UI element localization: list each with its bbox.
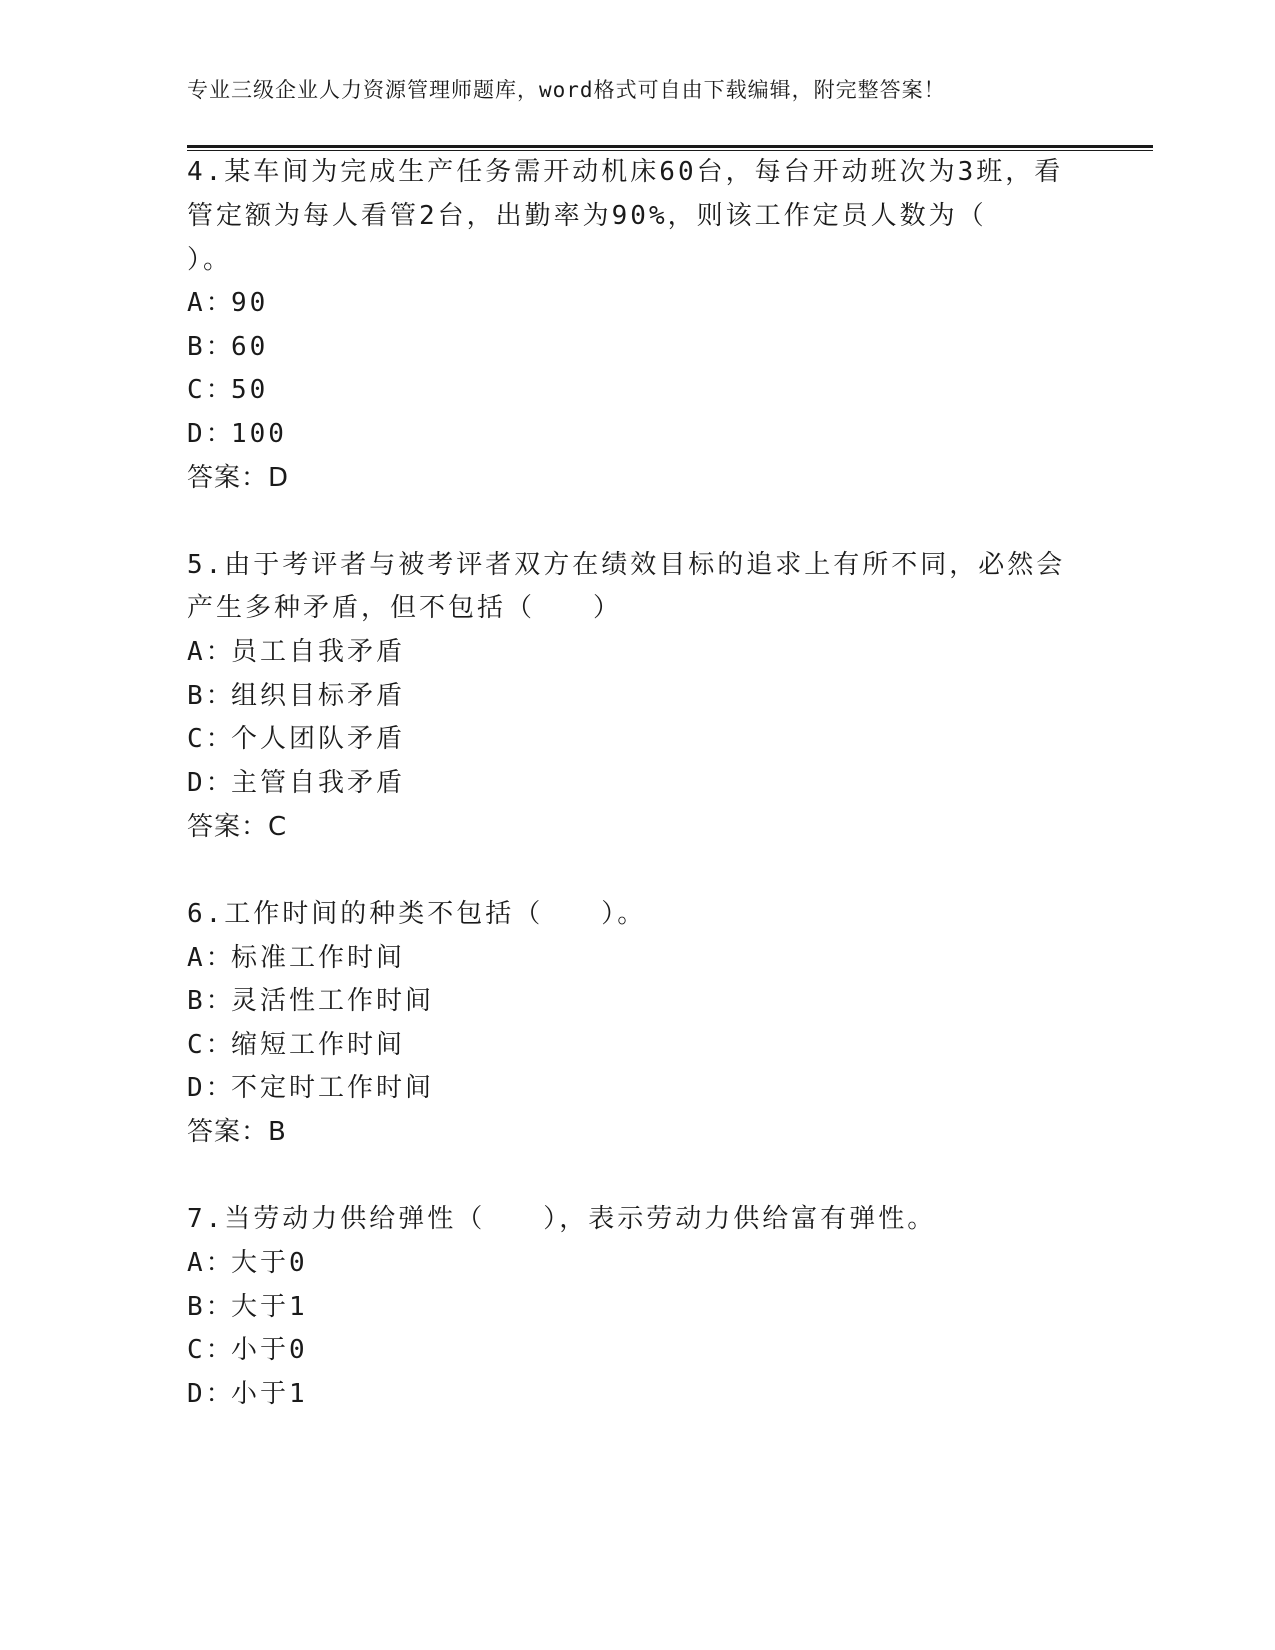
- header-divider-thick: [187, 145, 1153, 148]
- question-7-option-b: [187, 1290, 308, 1324]
- question-7-option-c: [187, 1333, 308, 1367]
- option-label: A：: [187, 943, 235, 973]
- question-4-line-3: ）。: [187, 245, 233, 275]
- question-6-line-1: 6.工作时间的种类不包括（ ）。: [187, 899, 647, 929]
- question-5-option-a: [187, 635, 405, 669]
- question-7-option-a: [187, 1246, 308, 1280]
- option-label: B：: [187, 1292, 235, 1322]
- option-label: B：: [187, 986, 235, 1016]
- question-6-option-d: [187, 1071, 434, 1105]
- option-text: 主管自我矛盾: [231, 768, 406, 798]
- option-text: 不定时工作时间: [231, 1073, 435, 1103]
- question-5-option-b: [187, 679, 405, 713]
- question-7-line-1: 7.当劳动力供给弹性（ ），表示劳动力供给富有弹性。: [187, 1204, 937, 1234]
- option-text: 小于1: [231, 1379, 308, 1409]
- question-6-option-b: [187, 984, 434, 1018]
- question-4-answer: 答案：D: [187, 463, 290, 493]
- option-label: B：: [187, 332, 235, 362]
- option-label: A：: [187, 288, 235, 318]
- option-text: 标准工作时间: [231, 943, 406, 973]
- question-5-option-c: [187, 722, 405, 756]
- option-label: C：: [187, 724, 235, 754]
- option-text: 组织目标矛盾: [231, 681, 406, 711]
- question-4-line-2: 管定额为每人看管2台，出勤率为90%，则该工作定员人数为（: [187, 201, 987, 231]
- option-label: A：: [187, 637, 235, 667]
- option-text: 缩短工作时间: [231, 1030, 406, 1060]
- option-text: 60: [231, 332, 269, 362]
- question-5-option-d: [187, 766, 405, 800]
- question-5-line-2: 产生多种矛盾，但不包括（ ）: [187, 593, 623, 623]
- question-4-option-b: [187, 330, 268, 364]
- question-4-option-d: [187, 417, 287, 451]
- question-6-answer: 答案：B: [187, 1117, 287, 1147]
- option-label: D：: [187, 768, 235, 798]
- option-label: B：: [187, 681, 235, 711]
- option-label: D：: [187, 419, 235, 449]
- option-text: 50: [231, 375, 269, 405]
- option-text: 员工自我矛盾: [231, 637, 406, 667]
- option-text: 90: [231, 288, 269, 318]
- question-5-line-1: 5.由于考评者与被考评者双方在绩效目标的追求上有所不同，必然会: [187, 550, 1066, 580]
- option-text: 灵活性工作时间: [231, 986, 435, 1016]
- page-header: 专业三级企业人力资源管理师题库，word格式可自由下载编辑，附完整答案！: [187, 78, 946, 102]
- question-5-answer: 答案：C: [187, 812, 288, 842]
- question-4-option-a: [187, 286, 268, 320]
- question-7-option-d: [187, 1377, 308, 1411]
- option-label: A：: [187, 1248, 235, 1278]
- option-label: C：: [187, 1030, 235, 1060]
- option-text: 100: [231, 419, 287, 449]
- question-4-line-1: 4.某车间为完成生产任务需开动机床60台，每台开动班次为3班，看: [187, 157, 1064, 187]
- option-label: C：: [187, 375, 235, 405]
- option-label: D：: [187, 1073, 235, 1103]
- question-6-option-a: [187, 941, 405, 975]
- option-text: 小于0: [231, 1335, 308, 1365]
- question-6-option-c: [187, 1028, 405, 1062]
- option-label: C：: [187, 1335, 235, 1365]
- option-text: 大于0: [231, 1248, 308, 1278]
- option-text: 大于1: [231, 1292, 308, 1322]
- header-divider-thin: [187, 150, 1153, 151]
- option-text: 个人团队矛盾: [231, 724, 406, 754]
- option-label: D：: [187, 1379, 235, 1409]
- question-4-option-c: [187, 373, 268, 407]
